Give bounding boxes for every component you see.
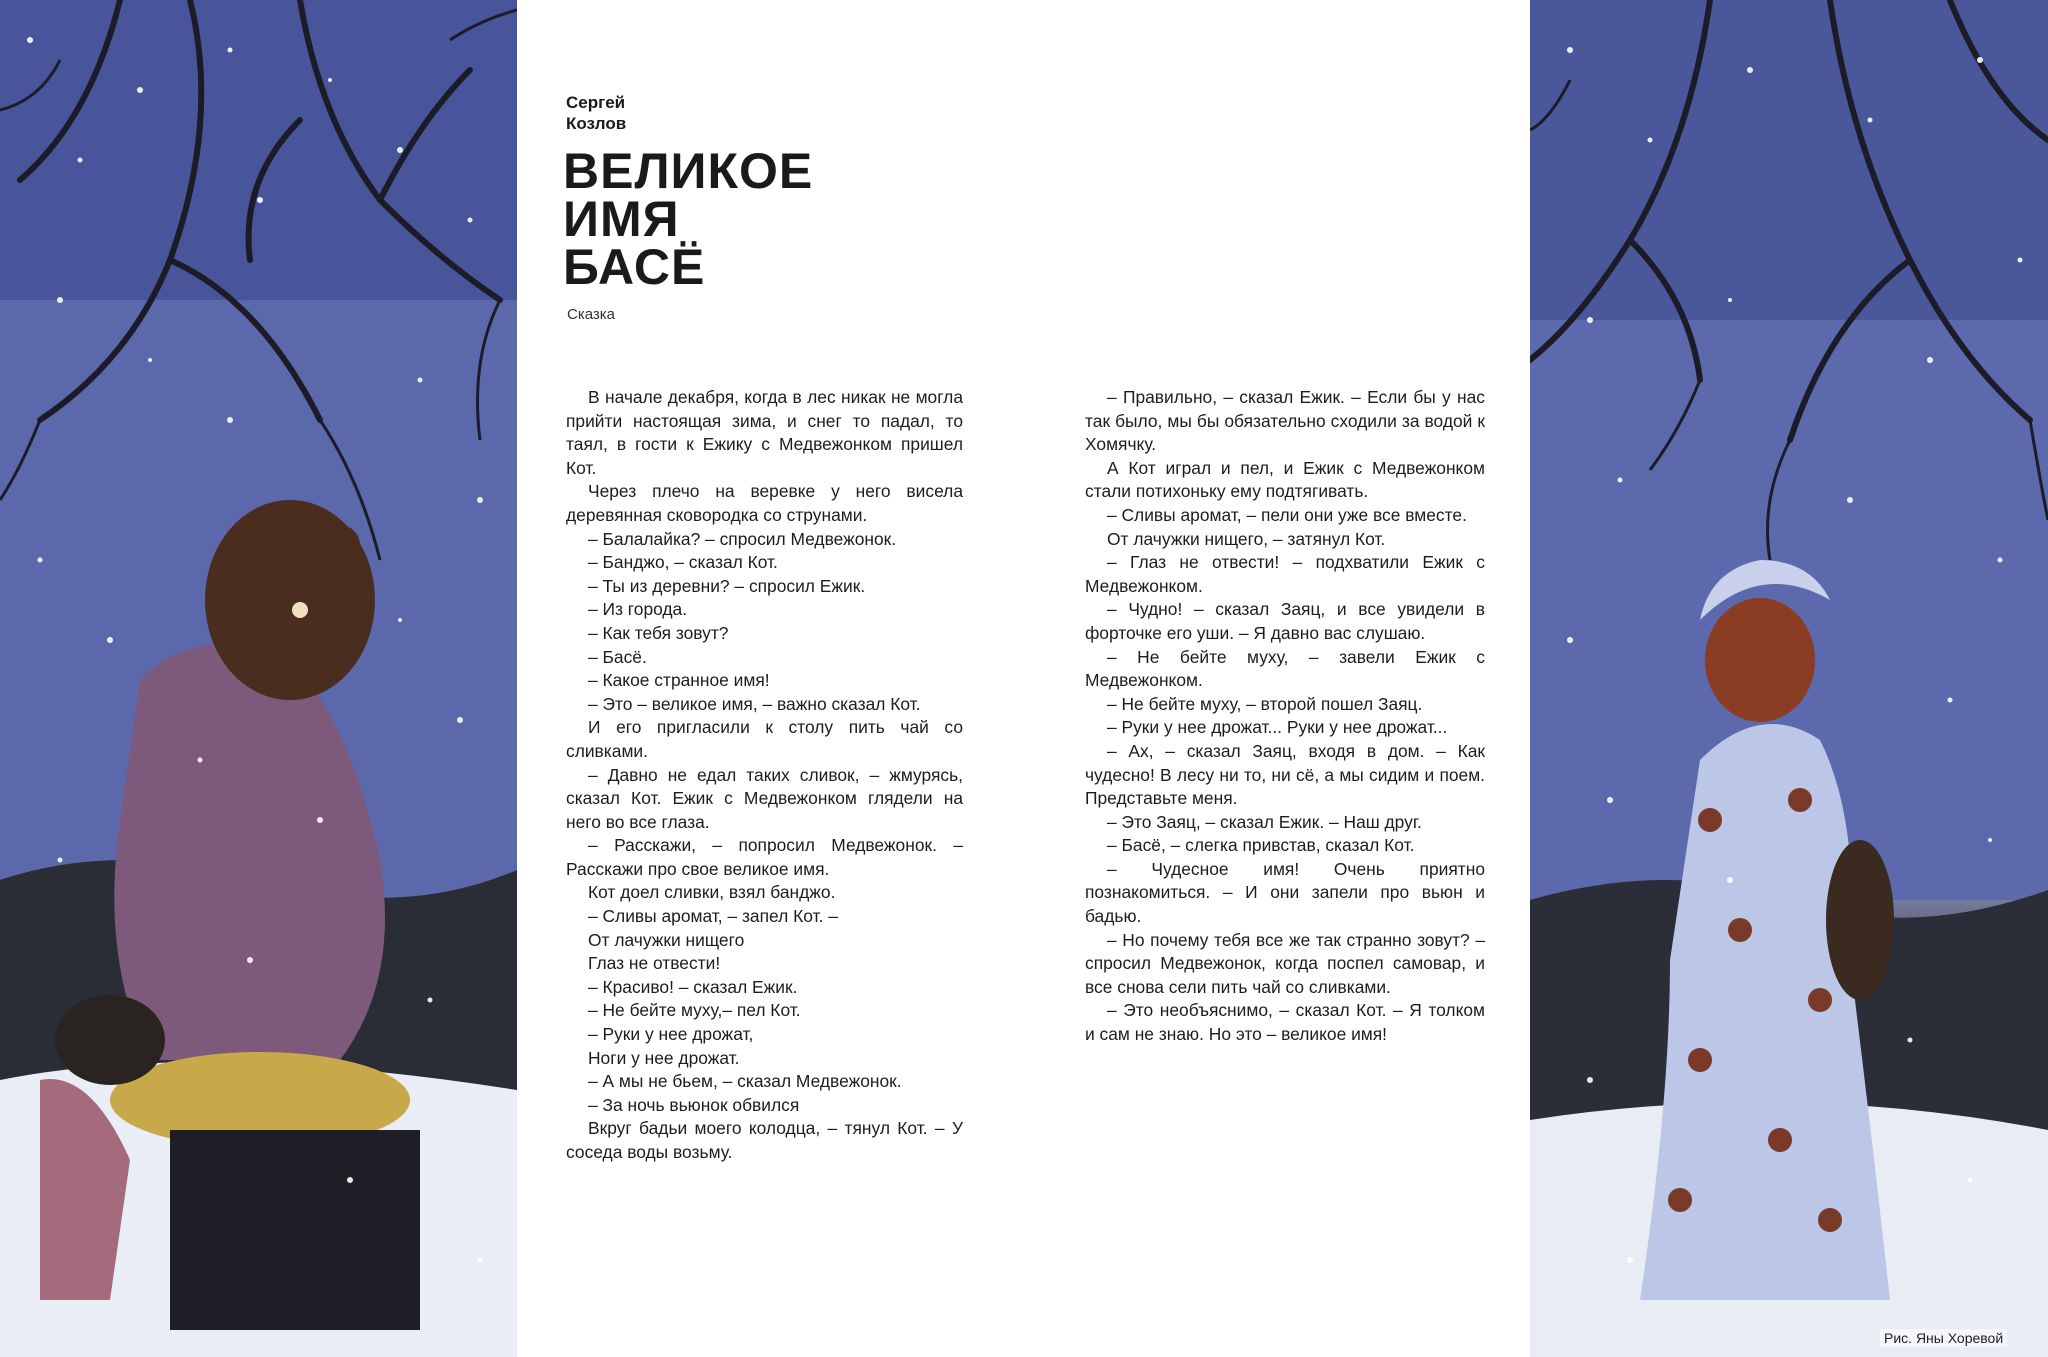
- paragraph: – Басё, – слегка привстав, сказал Кот.: [1107, 835, 1415, 856]
- paragraph: – Глаз не отвести! – подхватили Ежик с Медвежонком.: [1085, 552, 1485, 596]
- story-title: [563, 143, 814, 295]
- illustrator-credit: Рис. Яны Хоревой: [1880, 1329, 2007, 1347]
- title-line: ВЕЛИКОЕ: [563, 143, 814, 199]
- paragraph: – Ах, – сказал Заяц, входя в дом. – Как чудесно! В лесу ни то, ни сё, а мы сидим и поем. Представьте меня.: [1085, 740, 1485, 809]
- paragraph: – За ночь вьюнок обвился: [588, 1094, 800, 1115]
- title-line: ИМЯ: [563, 191, 680, 247]
- author-last-name: Козлов: [566, 114, 627, 133]
- paragraph: От лачужки нищего, – затянул Кот.: [1107, 528, 1386, 549]
- paragraph: – Давно не едал таких сливок, – жмурясь, сказал Кот. Ежик с Медвежонком глядели на него во все глаза.: [566, 764, 963, 832]
- illustration-right: [1530, 0, 2048, 1357]
- paragraph: От лачужки нищего: [588, 929, 745, 950]
- paragraph: – Это Заяц, – сказал Ежик. – Наш друг.: [1107, 811, 1422, 832]
- paragraph: – Это необъяснимо, – сказал Кот. – Я толком и сам не знаю. Но это – великое имя!: [1085, 1000, 1485, 1045]
- paragraph: – Не бейте муху, – завели Ежик с Медвежонком.: [1085, 646, 1485, 691]
- paragraph: – Чудно! – сказал Заяц, и все увидели в форточке его уши. – Я давно вас слушаю.: [1085, 599, 1485, 643]
- paragraph: Вкруг бадьи моего колодца, – тянул Кот. – У соседа воды возьму.: [566, 1118, 963, 1162]
- paragraph: – Правильно, – сказал Ежик. – Если бы у нас так было, мы бы обязательно сходили за водой к Хомячку.: [1085, 387, 1485, 455]
- paragraph: – Сливы аромат, – пели они уже все вместе.: [1107, 504, 1467, 525]
- author-first-name: Сергей: [566, 93, 626, 112]
- bear-hedgehog-illustration: [0, 0, 517, 1357]
- paragraph: – Чудесное имя! Очень приятно познакомиться. – И они запели про вьюн и бадью.: [1085, 858, 1485, 927]
- paragraph: – Сливы аромат, – запел Кот. –: [588, 906, 838, 927]
- paragraph: – Балалайка? – спросил Медвежонок.: [588, 528, 897, 549]
- paragraph: Глаз не отвести!: [588, 953, 721, 974]
- paragraph: Через плечо на веревке у него висела деревянная сковородка со струнами.: [566, 481, 963, 525]
- text-column-left: [566, 386, 963, 1165]
- paragraph: – Руки у нее дрожат... Руки у нее дрожат...: [1107, 717, 1448, 738]
- paragraph: Кот доел сливки, взял банджо.: [588, 882, 836, 903]
- text-column-right: [1085, 386, 1485, 1047]
- paragraph: – Как тебя зовут?: [588, 622, 729, 643]
- paragraph: Ноги у нее дрожат.: [588, 1047, 740, 1068]
- paragraph: В начале декабря, когда в лес никак не могла прийти настоящая зима, и снег то падал, то таял, в гости к Ежику с Медвежонком пришел Кот.: [566, 387, 963, 478]
- paragraph: – Какое странное имя!: [588, 670, 770, 691]
- paragraph: – Басё.: [588, 646, 647, 667]
- genre-label: Сказка: [567, 306, 616, 323]
- paragraph: – Руки у нее дрожат,: [588, 1024, 754, 1045]
- illustration-left: [0, 0, 517, 1357]
- paragraph: – Но почему тебя все же так странно зовут? – спросил Медвежонок, когда поспел самовар, и все снова сели пить чай со сливками.: [1085, 929, 1485, 997]
- paragraph: А Кот играл и пел, и Ежик с Медвежонком стали потихоньку ему подтягивать.: [1085, 457, 1485, 502]
- cat-illustration: [1530, 0, 2048, 1357]
- paragraph: – Ты из деревни? – спросил Ежик.: [588, 575, 866, 596]
- paragraph: – Не бейте муху,– пел Кот.: [588, 1000, 801, 1021]
- paragraph: – Из города.: [588, 599, 688, 620]
- paragraph: – Банджо, – сказал Кот.: [588, 552, 778, 573]
- title-line: БАСЁ: [563, 239, 706, 295]
- author-byline: [566, 92, 626, 134]
- paragraph: И его пригласили к столу пить чай со сливками.: [566, 717, 963, 761]
- paragraph: – Расскажи, – попросил Медвежонок. – Расскажи про свое великое имя.: [566, 835, 963, 879]
- paragraph: – Это – великое имя, – важно сказал Кот.: [588, 693, 921, 714]
- paragraph: – А мы не бьем, – сказал Медвежонок.: [588, 1071, 902, 1092]
- paragraph: – Красиво! – сказал Ежик.: [588, 976, 798, 997]
- paragraph: – Не бейте муху, – второй пошел Заяц.: [1107, 693, 1423, 714]
